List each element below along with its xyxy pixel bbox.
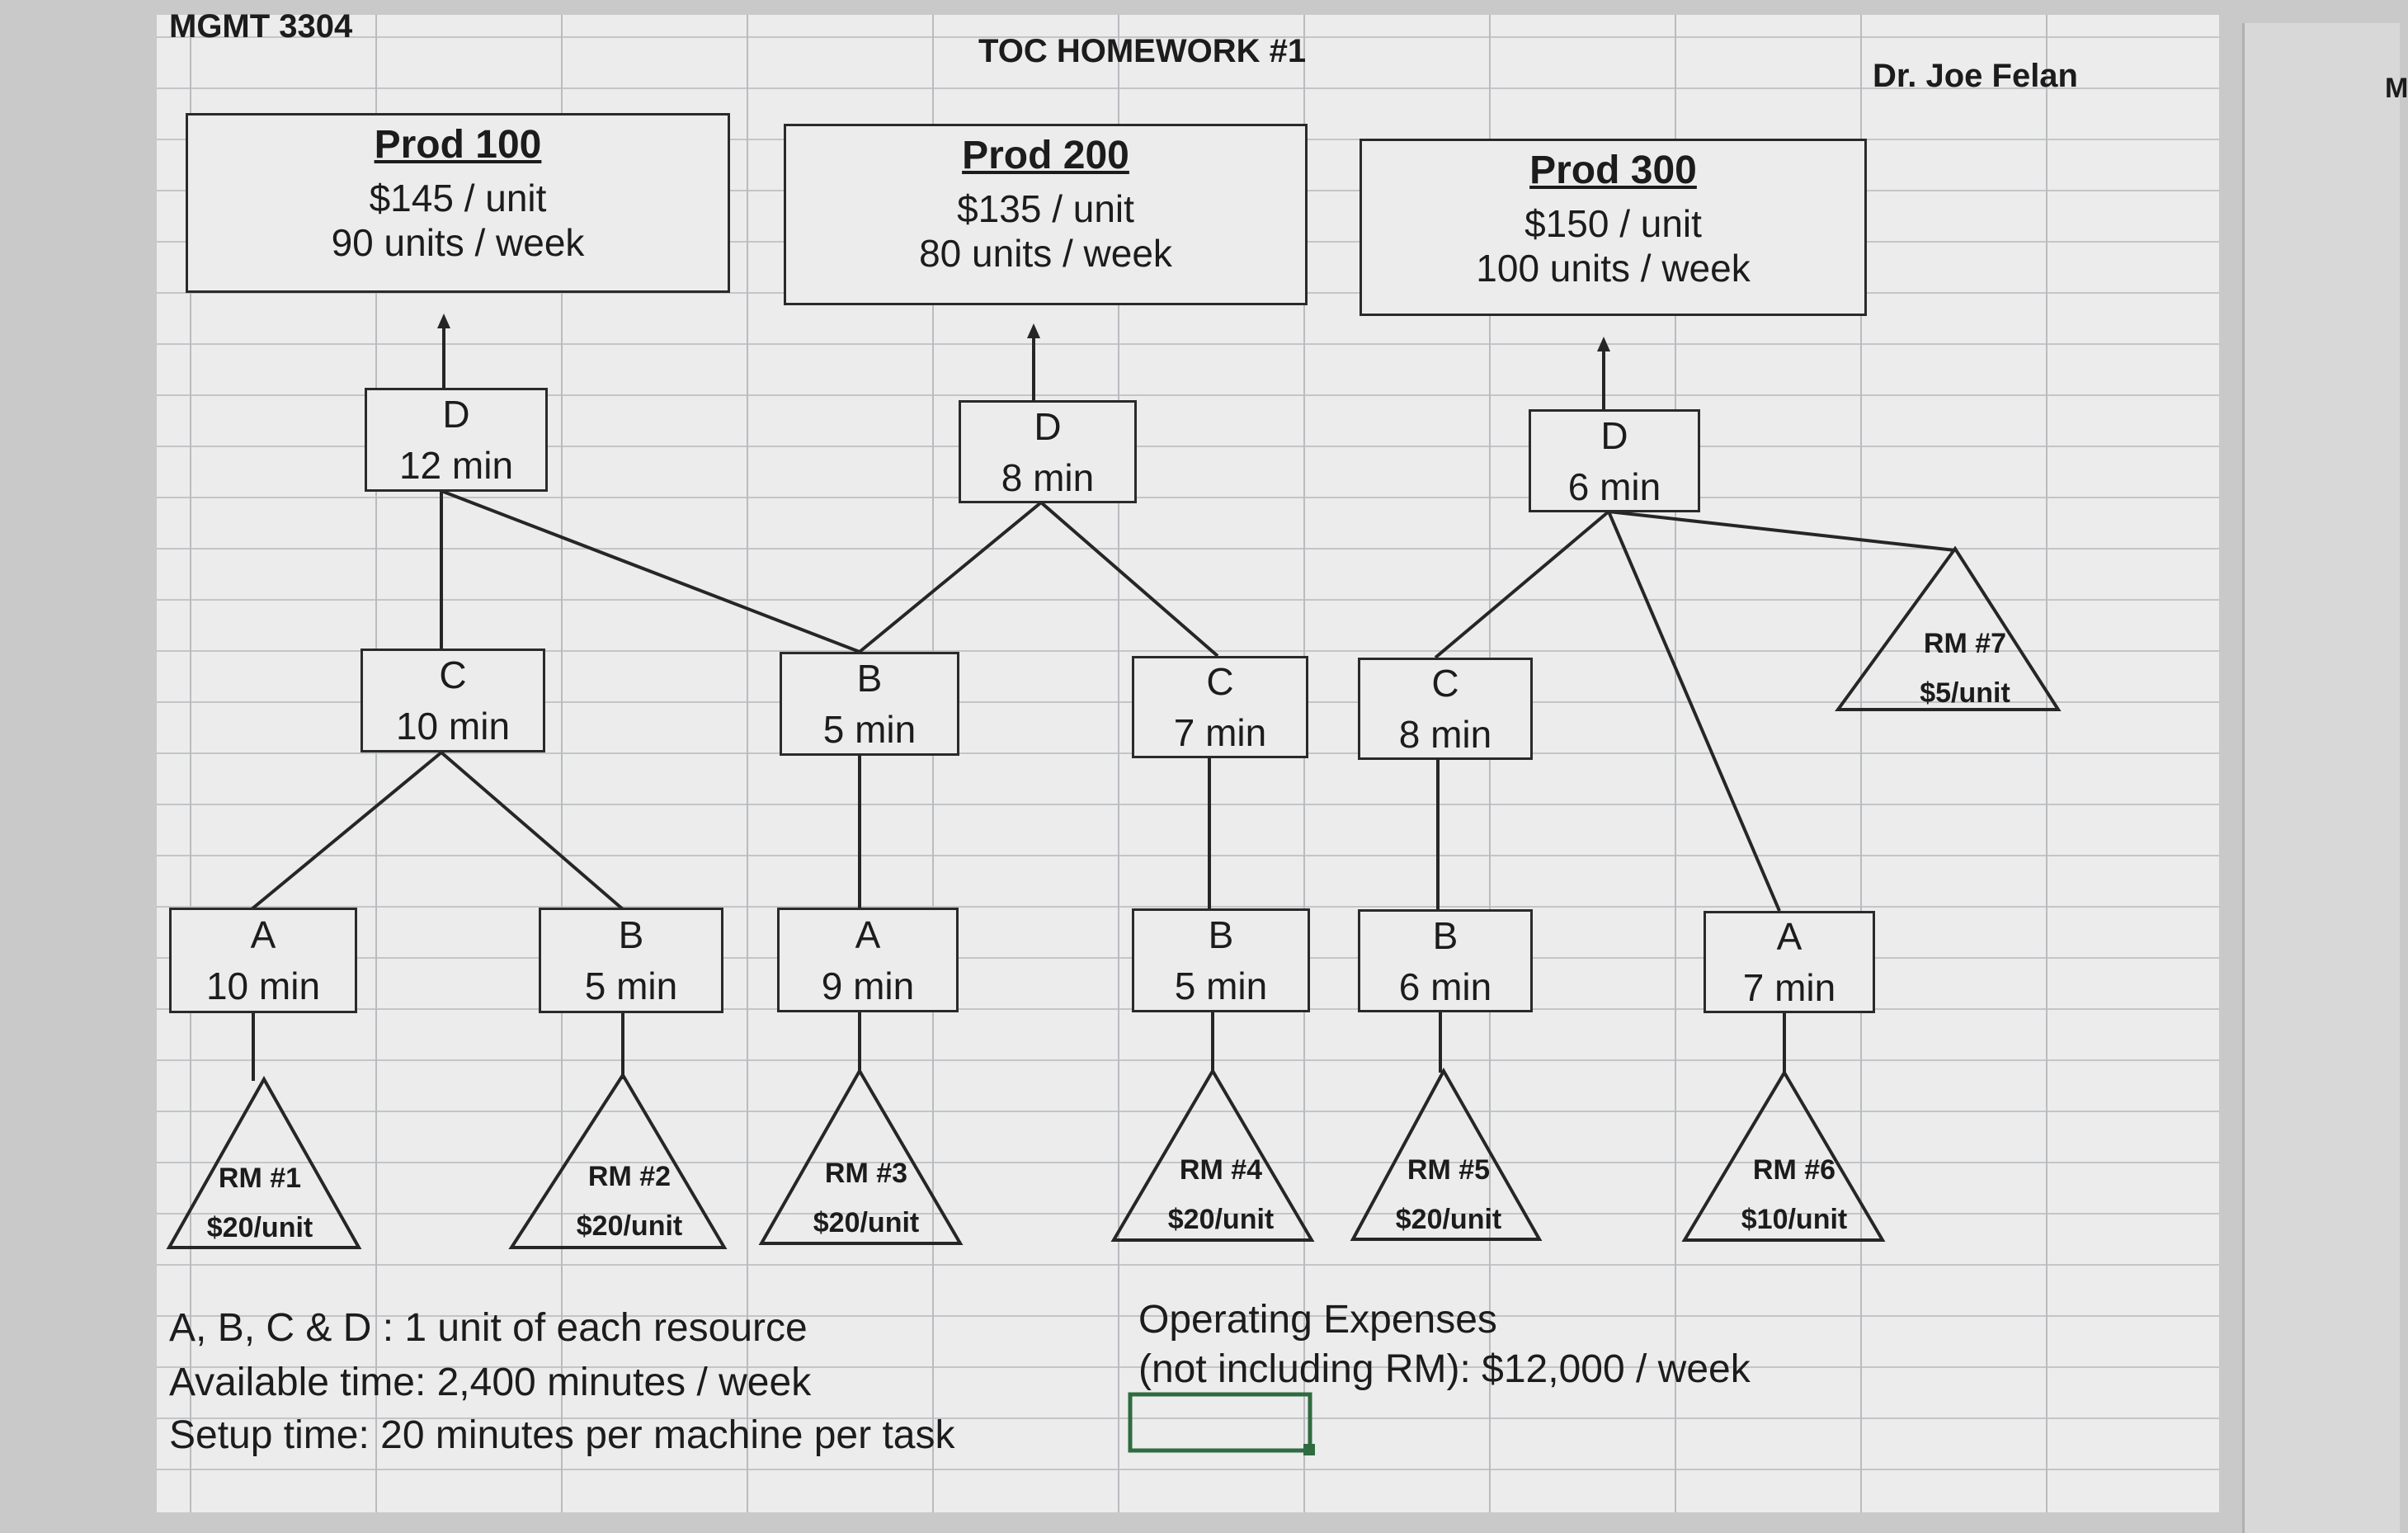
op-box-p200-a [777,908,959,1012]
selected-cell-handle[interactable] [1303,1444,1315,1455]
op-box-p300-c [1358,658,1533,760]
note-resources: A, B, C & D : 1 unit of each resource [169,1306,808,1350]
op-resource: D [1034,404,1062,448]
rm-name: RM #5 [1407,1154,1491,1186]
author-name: Dr. Joe Felan [1873,58,2078,94]
op-resource: C [439,653,467,696]
note-available-time: Available time: 2,400 minutes / week [169,1361,812,1404]
op-resource: B [618,913,644,956]
arrowhead-p100 [437,314,450,328]
op-time: 10 min [205,965,321,1007]
rm1-label [161,1153,359,1252]
op-resource: A [250,913,276,956]
rm-cost: $20/unit [813,1207,920,1238]
rm-name: RM #7 [1923,628,2007,659]
note-opex-value: (not including RM): $12,000 / week [1138,1347,1751,1391]
course-code: MGMT 3304 [169,8,353,45]
rm-cost: $20/unit [1395,1204,1502,1235]
rm3-label [767,1149,965,1248]
op-box-p100-c [360,649,545,752]
op-resource: B [1208,913,1234,956]
side-panel-letter: M [2385,73,2408,104]
rm5-label [1350,1145,1548,1244]
op-time: 7 min [1742,966,1836,1009]
rm-name: RM #1 [218,1163,302,1194]
op-box-p200-c [1132,656,1308,758]
rm-cost: $20/unit [576,1210,683,1242]
op-time: 12 min [398,444,514,487]
product-box-100 [186,113,730,293]
op-time: 8 min [1001,455,1095,499]
link-p200-d-c [1041,502,1218,656]
note-opex-label: Operating Expenses [1138,1298,1497,1342]
op-resource: A [855,913,881,956]
product-price: $145 / unit [369,177,547,219]
op-time: 5 min [822,708,917,751]
op-time: 6 min [1398,965,1492,1008]
op-resource: B [1432,913,1458,957]
op-box-p200-d [959,400,1137,503]
product-name: Prod 100 [374,123,542,167]
rm4-label [1122,1145,1320,1244]
op-resource: D [1600,413,1628,457]
product-price: $150 / unit [1524,202,1702,245]
rm-name: RM #6 [1752,1154,1836,1186]
rm-name: RM #2 [587,1161,672,1192]
op-time: 7 min [1173,711,1267,754]
selected-cell[interactable] [1130,1394,1310,1450]
op-time: 5 min [584,965,678,1007]
link-p300-d-c [1435,512,1609,658]
rm-name: RM #3 [824,1158,908,1189]
link-p100-c-a [252,752,441,909]
rm-cost: $20/unit [1167,1204,1275,1235]
link-p100-c-b [441,752,623,909]
product-box-300 [1360,139,1867,316]
op-time: 8 min [1398,713,1492,756]
op-box-p300-d [1529,409,1700,512]
link-p200-d-b [860,502,1041,652]
note-setup-time: Setup time: 20 minutes per machine per task [169,1413,955,1457]
product-demand: 80 units / week [919,232,1172,275]
link-p300-d-rm7 [1609,512,1955,550]
product-name: Prod 200 [962,134,1129,177]
op-resource: C [1431,662,1459,705]
op-resource: A [1776,915,1802,958]
op-time: 6 min [1567,465,1661,508]
product-demand: 90 units / week [331,221,585,264]
op-resource: B [856,657,883,700]
arrowhead-p200 [1027,323,1040,338]
op-time: 9 min [821,964,915,1007]
op-box-p100-d [365,388,548,492]
op-box-p200-b2 [1132,908,1310,1012]
arrowhead-p300 [1597,337,1610,351]
op-time: 5 min [1174,965,1268,1007]
link-p300-d-a [1609,512,1779,911]
op-box-p100-a [169,908,357,1013]
link-p100-d-p200-b [441,491,860,652]
product-demand: 100 units / week [1476,247,1751,290]
rm-cost: $10/unit [1741,1204,1848,1235]
op-time: 10 min [395,705,511,748]
op-box-p200-b [780,652,959,756]
product-name: Prod 300 [1529,149,1697,192]
rm7-label [1866,619,2064,718]
rm-name: RM #4 [1179,1154,1263,1186]
rm2-label [530,1152,728,1251]
op-box-p300-b [1358,909,1533,1012]
rm-cost: $20/unit [206,1212,313,1243]
op-resource: C [1206,660,1234,703]
op-resource: D [442,393,470,436]
rm6-label [1695,1145,1893,1244]
product-price: $135 / unit [957,187,1134,230]
product-box-200 [784,124,1308,305]
op-box-p300-a [1704,911,1875,1013]
op-box-p100-b [539,908,723,1013]
homework-title: TOC HOMEWORK #1 [978,33,1307,69]
rm-cost: $5/unit [1920,677,2010,709]
